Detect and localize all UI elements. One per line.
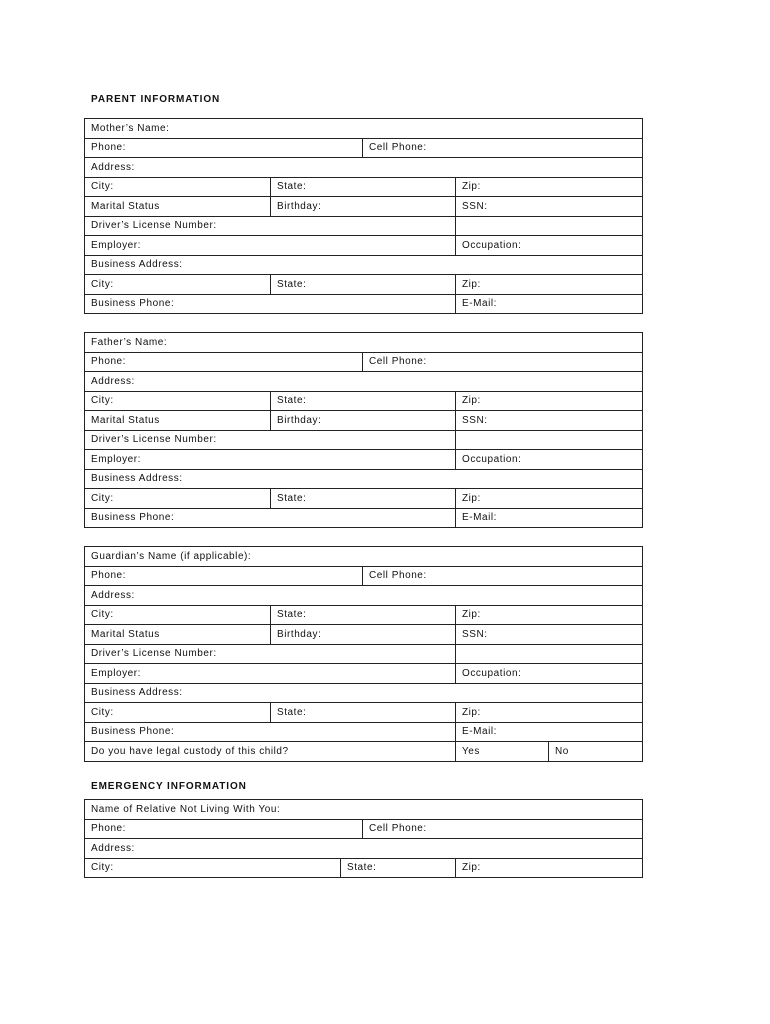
guardian-custody-no[interactable]: No	[549, 742, 643, 762]
mother-city-field[interactable]: City:	[85, 177, 271, 197]
emergency-zip-field[interactable]: Zip:	[456, 858, 643, 878]
emergency-city-field[interactable]: City:	[85, 858, 341, 878]
emergency-cell-phone-field[interactable]: Cell Phone:	[363, 819, 643, 839]
guardian-city-field[interactable]: City:	[85, 605, 271, 625]
emergency-relative-name-field[interactable]: Name of Relative Not Living With You:	[85, 800, 643, 820]
guardian-ssn-field[interactable]: SSN:	[456, 625, 643, 645]
mother-drivers-license-field[interactable]: Driver’s License Number:	[85, 216, 456, 236]
mother-email-field[interactable]: E-Mail:	[456, 294, 643, 314]
mother-zip-field[interactable]: Zip:	[456, 177, 643, 197]
emergency-phone-field[interactable]: Phone:	[85, 819, 363, 839]
mother-employer-field[interactable]: Employer:	[85, 236, 456, 256]
guardian-employer-field[interactable]: Employer:	[85, 664, 456, 684]
father-phone-field[interactable]: Phone:	[85, 352, 363, 372]
guardian-state-field[interactable]: State:	[271, 605, 456, 625]
guardian-phone-field[interactable]: Phone:	[85, 566, 363, 586]
mother-information-table	[84, 118, 643, 314]
mother-ssn-field[interactable]: SSN:	[456, 197, 643, 217]
father-business-phone-field[interactable]: Business Phone:	[85, 508, 456, 528]
mother-cell-phone-field[interactable]: Cell Phone:	[363, 138, 643, 158]
mother-business-city-field[interactable]: City:	[85, 275, 271, 295]
father-cell-phone-field[interactable]: Cell Phone:	[363, 352, 643, 372]
father-information-table	[84, 332, 643, 528]
father-birthday-field[interactable]: Birthday:	[271, 411, 456, 431]
mother-occupation-field[interactable]: Occupation:	[456, 236, 643, 256]
father-drivers-license-field[interactable]: Driver’s License Number:	[85, 430, 456, 450]
mother-business-zip-field[interactable]: Zip:	[456, 275, 643, 295]
guardian-business-address-field[interactable]: Business Address:	[85, 683, 643, 703]
mother-marital-status-field[interactable]: Marital Status	[85, 197, 271, 217]
guardian-email-field[interactable]: E-Mail:	[456, 722, 643, 742]
father-business-zip-field[interactable]: Zip:	[456, 489, 643, 509]
father-state-field[interactable]: State:	[271, 391, 456, 411]
guardian-name-field[interactable]: Guardian’s Name (if applicable):	[85, 547, 643, 567]
guardian-business-phone-field[interactable]: Business Phone:	[85, 722, 456, 742]
father-email-field[interactable]: E-Mail:	[456, 508, 643, 528]
emergency-information-table	[84, 799, 643, 878]
guardian-blank-cell	[456, 644, 643, 664]
father-occupation-field[interactable]: Occupation:	[456, 450, 643, 470]
father-employer-field[interactable]: Employer:	[85, 450, 456, 470]
mother-phone-field[interactable]: Phone:	[85, 138, 363, 158]
guardian-zip-field[interactable]: Zip:	[456, 605, 643, 625]
father-marital-status-field[interactable]: Marital Status	[85, 411, 271, 431]
parent-information-heading: PARENT INFORMATION	[91, 94, 221, 105]
father-city-field[interactable]: City:	[85, 391, 271, 411]
father-zip-field[interactable]: Zip:	[456, 391, 643, 411]
father-address-field[interactable]: Address:	[85, 372, 643, 392]
guardian-custody-question: Do you have legal custody of this child?	[85, 742, 456, 762]
guardian-custody-yes[interactable]: Yes	[456, 742, 549, 762]
guardian-birthday-field[interactable]: Birthday:	[271, 625, 456, 645]
guardian-address-field[interactable]: Address:	[85, 586, 643, 606]
mother-state-field[interactable]: State:	[271, 177, 456, 197]
mother-business-phone-field[interactable]: Business Phone:	[85, 294, 456, 314]
mother-blank-cell	[456, 216, 643, 236]
father-blank-cell	[456, 430, 643, 450]
father-name-field[interactable]: Father’s Name:	[85, 333, 643, 353]
guardian-information-table	[84, 546, 643, 762]
mother-business-state-field[interactable]: State:	[271, 275, 456, 295]
mother-birthday-field[interactable]: Birthday:	[271, 197, 456, 217]
guardian-cell-phone-field[interactable]: Cell Phone:	[363, 566, 643, 586]
emergency-address-field[interactable]: Address:	[85, 839, 643, 859]
guardian-business-city-field[interactable]: City:	[85, 703, 271, 723]
guardian-occupation-field[interactable]: Occupation:	[456, 664, 643, 684]
father-business-city-field[interactable]: City:	[85, 489, 271, 509]
mother-address-field[interactable]: Address:	[85, 158, 643, 178]
mother-name-field[interactable]: Mother’s Name:	[85, 119, 643, 139]
guardian-business-state-field[interactable]: State:	[271, 703, 456, 723]
guardian-marital-status-field[interactable]: Marital Status	[85, 625, 271, 645]
guardian-drivers-license-field[interactable]: Driver’s License Number:	[85, 644, 456, 664]
emergency-state-field[interactable]: State:	[341, 858, 456, 878]
mother-business-address-field[interactable]: Business Address:	[85, 255, 643, 275]
father-business-state-field[interactable]: State:	[271, 489, 456, 509]
emergency-information-heading: EMERGENCY INFORMATION	[91, 781, 247, 792]
father-ssn-field[interactable]: SSN:	[456, 411, 643, 431]
father-business-address-field[interactable]: Business Address:	[85, 469, 643, 489]
guardian-business-zip-field[interactable]: Zip:	[456, 703, 643, 723]
